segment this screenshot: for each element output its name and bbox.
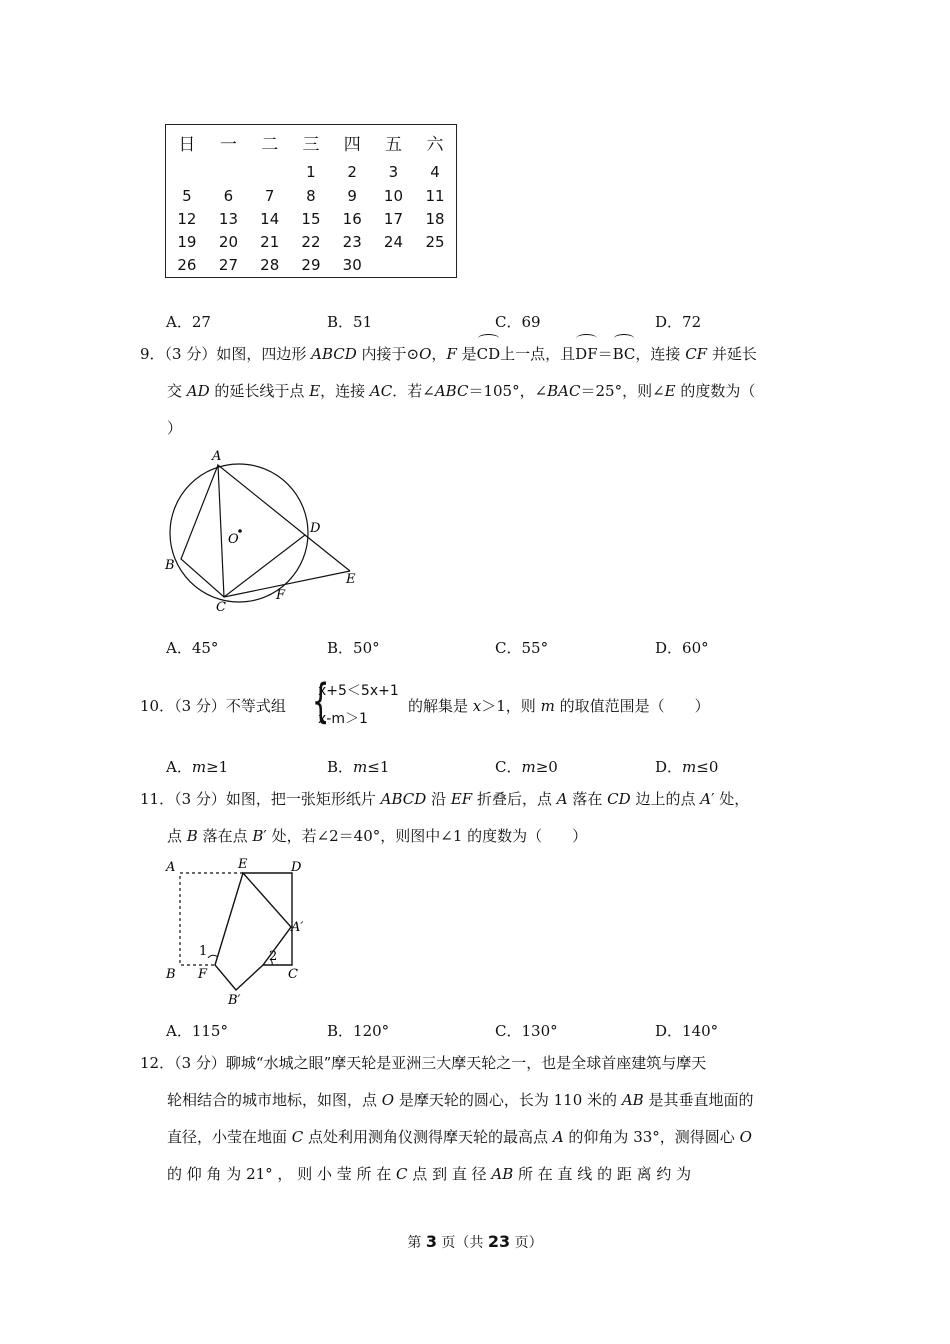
q9-text: 的延长线于点 xyxy=(209,382,310,400)
q11-label-f: F xyxy=(198,967,208,982)
q12-var: AB xyxy=(491,1165,514,1183)
calendar-cell: 4 xyxy=(430,163,440,182)
calendar-cell: 9 xyxy=(347,186,357,205)
q11-label-1: 1 xyxy=(199,944,208,959)
q12-text: 是其垂直地面的 xyxy=(643,1091,754,1109)
q9-text: 的度数为（ xyxy=(675,382,756,400)
q9-text: ，连接 xyxy=(320,382,370,400)
calendar-row xyxy=(166,207,457,230)
q10-text: 的解集是 xyxy=(408,697,473,715)
calendar-cell: 3 xyxy=(388,163,399,182)
calendar-cell: 30 xyxy=(342,256,362,275)
q9-line-2 xyxy=(140,373,820,410)
q9-text: ＝105°，∠ xyxy=(468,382,548,400)
q12-var: C xyxy=(396,1165,408,1183)
option-letter: A． xyxy=(166,758,192,776)
q12-line-4 xyxy=(140,1156,820,1193)
q11-option-a: A．115° xyxy=(166,1022,228,1040)
q12-line-2 xyxy=(140,1082,820,1119)
calendar-header: 三 xyxy=(302,135,320,156)
q9-text: ， xyxy=(431,345,447,363)
calendar-cell: 24 xyxy=(383,233,403,252)
calendar-cell: 21 xyxy=(260,233,280,252)
q9-label-b: B xyxy=(165,558,175,573)
calendar-cell: 28 xyxy=(260,256,280,275)
q11-line-2 xyxy=(140,818,820,855)
q11-option-d: D．140° xyxy=(655,1022,719,1040)
q12-text: 是摩天轮的圆心，长为 110 米的 xyxy=(394,1091,622,1109)
q9-label-a: A xyxy=(212,449,222,464)
q12-text: 点 到 直 径 xyxy=(407,1165,492,1183)
q9-text: 9．（3 分）如图，四边形 xyxy=(140,345,312,363)
calendar-header: 四 xyxy=(343,135,361,156)
q9-quadrilateral xyxy=(181,465,305,597)
calendar-cell: 29 xyxy=(301,256,321,275)
calendar-cell: 2 xyxy=(347,163,357,182)
calendar-row xyxy=(166,184,457,207)
q12-var: C xyxy=(291,1128,304,1146)
q9-line-de xyxy=(305,535,350,571)
q11-var: A xyxy=(556,790,568,808)
calendar-row xyxy=(166,161,457,184)
q8-option-c: C．69 xyxy=(495,313,541,331)
q11-label-b: B xyxy=(166,967,176,982)
q9-text: 是 xyxy=(456,345,477,363)
calendar-cell: 26 xyxy=(177,256,197,275)
q11-var: ABCD xyxy=(380,790,427,808)
option-letter: D． xyxy=(655,758,683,776)
q9-text: ＝25°，则∠ xyxy=(580,382,665,400)
q11-label-d: D xyxy=(291,860,302,875)
option-rel: ≥0 xyxy=(535,758,558,776)
q11-var: B xyxy=(186,827,198,845)
q11-text: 折叠后，点 xyxy=(472,790,557,808)
q11-fold-figure xyxy=(160,855,320,1010)
q9-label-f: F xyxy=(276,588,286,603)
option-letter: B． xyxy=(327,758,354,776)
q11-folded-shape xyxy=(215,873,291,990)
calendar-cell: 27 xyxy=(218,256,238,275)
q12-line-3 xyxy=(140,1119,820,1156)
calendar-cell: 22 xyxy=(301,233,321,252)
calendar-header: 六 xyxy=(426,135,444,156)
calendar-header: 五 xyxy=(384,135,402,156)
calendar-cell: 20 xyxy=(218,233,238,252)
question-12 xyxy=(140,1045,820,1193)
q11-text: ′ 处， xyxy=(711,790,750,808)
footer-text: 页（共 xyxy=(436,1235,488,1251)
q9-text: ．若∠ xyxy=(392,382,435,400)
page-number: 3 xyxy=(425,1232,437,1251)
q11-option-c: C．130° xyxy=(495,1022,558,1040)
q11-label-e: E xyxy=(238,857,248,872)
q11-var: B xyxy=(252,827,264,845)
q11-var: CD xyxy=(607,790,631,808)
q11-text: 落在 xyxy=(567,790,608,808)
q8-option-a: A．27 xyxy=(166,313,211,331)
option-var: m xyxy=(682,758,697,776)
q9-var: O xyxy=(419,345,432,363)
q9-option-b: B．50° xyxy=(327,639,380,657)
calendar-cell: 10 xyxy=(383,186,403,205)
q12-var: A xyxy=(552,1128,564,1146)
calendar-row xyxy=(166,231,457,254)
calendar-cell xyxy=(208,161,249,184)
footer-text: 页） xyxy=(510,1235,543,1251)
q9-line-1 xyxy=(140,336,820,373)
q10-option-d xyxy=(655,756,718,777)
option-letter: C． xyxy=(495,758,522,776)
calendar-cell: 15 xyxy=(301,209,321,228)
calendar-cell: 1 xyxy=(306,163,316,182)
q9-text: 内接于⊙ xyxy=(356,345,420,363)
q11-text: 沿 xyxy=(426,790,451,808)
calendar-cell xyxy=(373,254,414,278)
q10-option-a xyxy=(166,756,228,777)
q11-text: 点 xyxy=(167,827,187,845)
option-var: m xyxy=(191,758,207,776)
q10-var: x xyxy=(472,697,482,715)
q10-inequality-1: x+5＜5x+1 xyxy=(318,683,399,699)
q9-var: BAC xyxy=(547,382,581,400)
q9-circle-figure xyxy=(160,445,370,615)
q11-angle-1-arc xyxy=(208,955,218,958)
q10-prefix: 10．（3 分）不等式组 xyxy=(140,697,286,715)
calendar-row xyxy=(166,254,457,278)
q9-arc-bc: BC xyxy=(613,336,636,373)
q11-dashed-original xyxy=(180,873,243,965)
q9-var: AC xyxy=(369,382,393,400)
q9-text: ＝ xyxy=(597,345,613,363)
q10-brace: { xyxy=(311,674,330,728)
calendar-header: 二 xyxy=(261,135,279,156)
calendar-cell: 11 xyxy=(425,186,445,205)
q9-arc-df: DF xyxy=(575,336,597,373)
q11-line-1 xyxy=(140,781,820,818)
calendar-cell xyxy=(166,161,208,184)
q11-label-a: A xyxy=(166,860,176,875)
q11-text: ′ 处，若∠2＝40°，则图中∠1 的度数为（ ） xyxy=(263,827,588,845)
q12-text: 的 仰 角 为 21° ， 则 小 莹 所 在 xyxy=(167,1165,397,1183)
q12-text: 点处利用测角仪测得摩天轮的最高点 xyxy=(303,1128,553,1146)
q11-text: 11．（3 分）如图，把一张矩形纸片 xyxy=(140,790,381,808)
calendar-cell: 5 xyxy=(182,186,192,205)
question-11 xyxy=(140,781,820,855)
calendar-cell: 17 xyxy=(383,209,403,228)
calendar-header: 日 xyxy=(178,135,196,156)
q9-text: ，连接 xyxy=(635,345,686,363)
calendar-table xyxy=(165,124,457,278)
q11-var: A xyxy=(700,790,712,808)
q9-line-3: ） xyxy=(167,419,183,437)
q9-text: 并延长 xyxy=(707,345,757,363)
q11-label-2: 2 xyxy=(269,949,278,964)
q9-var: ABC xyxy=(434,382,469,400)
calendar-cell: 12 xyxy=(177,209,197,228)
q10-var: m xyxy=(540,697,555,715)
q8-option-d: D．72 xyxy=(655,313,702,331)
q9-arc-cd: CD xyxy=(477,336,501,373)
option-var: m xyxy=(353,758,368,776)
question-9 xyxy=(140,336,820,447)
calendar-cell: 23 xyxy=(342,233,362,252)
calendar-cell: 14 xyxy=(260,209,280,228)
q10-option-c xyxy=(495,756,558,777)
option-rel: ≤0 xyxy=(696,758,719,776)
q11-text: 落在点 xyxy=(197,827,253,845)
q11-text: 边上的点 xyxy=(630,790,701,808)
q12-var: O xyxy=(381,1091,395,1109)
option-rel: ≤1 xyxy=(367,758,390,776)
calendar-header-row xyxy=(166,125,457,161)
calendar-cell: 7 xyxy=(264,186,275,205)
option-rel: ≥1 xyxy=(206,758,229,776)
q9-text: 交 xyxy=(167,382,187,400)
q10-text: 的取值范围是（ ） xyxy=(554,697,710,715)
calendar-cell xyxy=(249,161,290,184)
q12-var: O xyxy=(739,1128,752,1146)
calendar-cell: 8 xyxy=(306,186,316,205)
q9-label-e: E xyxy=(346,572,356,587)
q10-option-b xyxy=(327,756,389,777)
calendar-cell xyxy=(414,254,456,278)
footer-text: 第 xyxy=(407,1235,426,1251)
page-footer xyxy=(0,1232,950,1252)
q9-label-o: O xyxy=(228,532,239,547)
calendar-cell: 16 xyxy=(342,209,362,228)
option-var: m xyxy=(521,758,536,776)
q11-label-c: C xyxy=(288,967,298,982)
q9-option-c: C．55° xyxy=(495,639,549,657)
calendar-cell: 25 xyxy=(425,233,445,252)
q9-var: F xyxy=(446,345,457,363)
q10-inequality-2: x-m＞1 xyxy=(318,711,368,727)
q9-var: E xyxy=(664,382,676,400)
q9-var: ABCD xyxy=(311,345,357,363)
q9-label-c: C xyxy=(216,600,226,615)
calendar-cell: 13 xyxy=(218,209,238,228)
q9-label-d: D xyxy=(310,521,321,536)
q11-label-a-prime: A′ xyxy=(291,920,304,935)
calendar-cell: 6 xyxy=(223,186,234,205)
q9-option-a: A．45° xyxy=(166,639,219,657)
calendar-header: 一 xyxy=(219,135,237,156)
q8-option-b: B．51 xyxy=(327,313,373,331)
q10-text: ＞1，则 xyxy=(481,697,541,715)
q9-line-ce xyxy=(224,571,350,597)
q9-text: 上一点，且 xyxy=(500,345,576,363)
q9-var: AD xyxy=(186,382,210,400)
q9-var: E xyxy=(309,382,321,400)
q12-var: AB xyxy=(621,1091,644,1109)
q9-center-dot xyxy=(238,529,242,533)
q12-text: 直径，小莹在地面 xyxy=(167,1128,292,1146)
calendar-cell: 18 xyxy=(425,209,445,228)
q10-suffix xyxy=(408,695,710,716)
q12-text: 的仰角为 33°，测得圆心 xyxy=(563,1128,740,1146)
page-total: 23 xyxy=(487,1232,511,1251)
q12-text: 轮相结合的城市地标，如图，点 xyxy=(167,1091,382,1109)
q12-line-1: 12．（3 分）聊城“水城之眼”摩天轮是亚洲三大摩天轮之一，也是全球首座建筑与摩天 xyxy=(140,1054,707,1072)
calendar-cell: 19 xyxy=(177,233,197,252)
q11-var: EF xyxy=(450,790,473,808)
q9-option-d: D．60° xyxy=(655,639,709,657)
q11-option-b: B．120° xyxy=(327,1022,390,1040)
q9-var: CF xyxy=(685,345,708,363)
q12-text: 所 在 直 线 的 距 离 约 为 xyxy=(513,1165,692,1183)
q11-label-b-prime: B′ xyxy=(228,993,241,1008)
